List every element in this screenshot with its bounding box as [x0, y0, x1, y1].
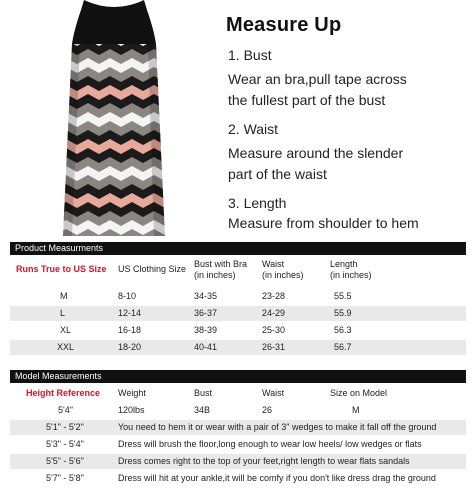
- bust-cell: 38-39: [194, 325, 218, 335]
- step-waist: [222, 121, 472, 185]
- table-row: [10, 340, 466, 355]
- bust-cell: 40-41: [194, 342, 218, 352]
- model-measurements-bar: Model Measurements: [10, 370, 466, 383]
- table-row: [10, 420, 466, 435]
- step-title: 1. Bust: [228, 47, 272, 63]
- waist-cell: 23-28: [262, 291, 286, 301]
- us-cell: 18-20: [118, 342, 142, 352]
- height-reference-header: Height Reference: [26, 388, 101, 398]
- weight-cell: 120lbs: [118, 405, 145, 415]
- size-cell: M: [60, 291, 68, 301]
- height-cell: 5'4": [58, 405, 73, 415]
- model-measurements-table: [10, 386, 466, 486]
- waist-cell: 24-29: [262, 308, 286, 318]
- step-title: 3. Length: [228, 195, 287, 211]
- bust-header: Bust: [194, 388, 213, 398]
- table-row: [10, 306, 466, 321]
- step-bust: [222, 47, 472, 111]
- header-line: (in inches): [330, 270, 372, 280]
- waist-cell: 25-30: [262, 325, 286, 335]
- size-cell: M: [352, 405, 360, 415]
- fit-note-cell: Dress comes right to the top of your feet,right length to wear flats sandals: [118, 456, 410, 466]
- us-cell: 12-14: [118, 308, 142, 318]
- us-cell: 8-10: [118, 291, 137, 301]
- measure-up-panel: [222, 14, 472, 234]
- height-range-cell: 5'5" - 5'6": [46, 456, 84, 466]
- waist-cell: 26: [262, 405, 273, 415]
- waist-header: [262, 259, 304, 281]
- top-section: [0, 0, 476, 238]
- length-cell: 56.7: [334, 342, 352, 352]
- fit-note-cell: You need to hem it or wear with a pair of 3" wedges to make it fall off the ground: [118, 422, 437, 432]
- step-line: Measure from shoulder to hem: [228, 215, 419, 231]
- us-cell: 16-18: [118, 325, 142, 335]
- step-description: [228, 69, 472, 111]
- weight-header: Weight: [118, 388, 146, 398]
- bust-cell: 36-37: [194, 308, 218, 318]
- bust-cell: 34-35: [194, 291, 218, 301]
- table-row: [10, 471, 466, 486]
- step-line: Wear an bra,pull tape across: [228, 71, 407, 87]
- height-range-cell: 5'1" - 5'2": [46, 422, 84, 432]
- length-cell: 56.3: [334, 325, 352, 335]
- fit-note-cell: Dress will hit at your ankle,it will be comfy if you don't like dress drag the ground: [118, 473, 436, 483]
- runs-true-header: Runs True to US Size: [16, 264, 107, 274]
- length-cell: 55.9: [334, 308, 352, 318]
- size-cell: L: [60, 308, 66, 318]
- model-row: [10, 403, 466, 418]
- table-header-row: [10, 386, 466, 401]
- header-line: Bust with Bra: [194, 259, 248, 269]
- table-row: [10, 437, 466, 452]
- size-cell: XXL: [57, 342, 75, 352]
- bust-cell: 34B: [194, 405, 211, 415]
- bust-header: [194, 259, 247, 281]
- header-line: (in inches): [262, 270, 304, 280]
- table-row: [10, 289, 466, 304]
- step-title: 2. Waist: [228, 121, 279, 137]
- step-description: [228, 213, 472, 234]
- table-row: [10, 323, 466, 338]
- waist-header: Waist: [262, 388, 285, 398]
- step-line: Measure around the slender: [228, 145, 404, 161]
- size-on-model-header: Size on Model: [330, 388, 388, 398]
- header-line: Length: [330, 259, 358, 269]
- step-description: [228, 143, 472, 185]
- fit-note-cell: Dress will brush the floor,long enough to wear low heels/ low wedges or flats: [118, 439, 422, 449]
- header-line: (in inches): [194, 270, 236, 280]
- step-line: part of the waist: [228, 166, 327, 182]
- dress-image: [44, 0, 184, 236]
- table-header-row: [10, 257, 466, 285]
- measure-up-title: Measure Up: [226, 14, 342, 36]
- step-line: the fullest part of the bust: [228, 92, 386, 108]
- step-length: [222, 195, 472, 234]
- height-range-cell: 5'7" - 5'8": [46, 473, 84, 483]
- table-row: [10, 454, 466, 469]
- waist-cell: 26-31: [262, 342, 286, 352]
- header-line: Waist: [262, 259, 285, 269]
- length-cell: 55.5: [334, 291, 352, 301]
- us-size-header: US Clothing Size: [118, 264, 187, 274]
- length-header: [330, 259, 372, 281]
- height-range-cell: 5'3" - 5'4": [46, 439, 84, 449]
- size-cell: XL: [60, 325, 72, 335]
- product-measurements-table: [10, 257, 466, 355]
- product-measurements-bar: Product Measurments: [10, 242, 466, 255]
